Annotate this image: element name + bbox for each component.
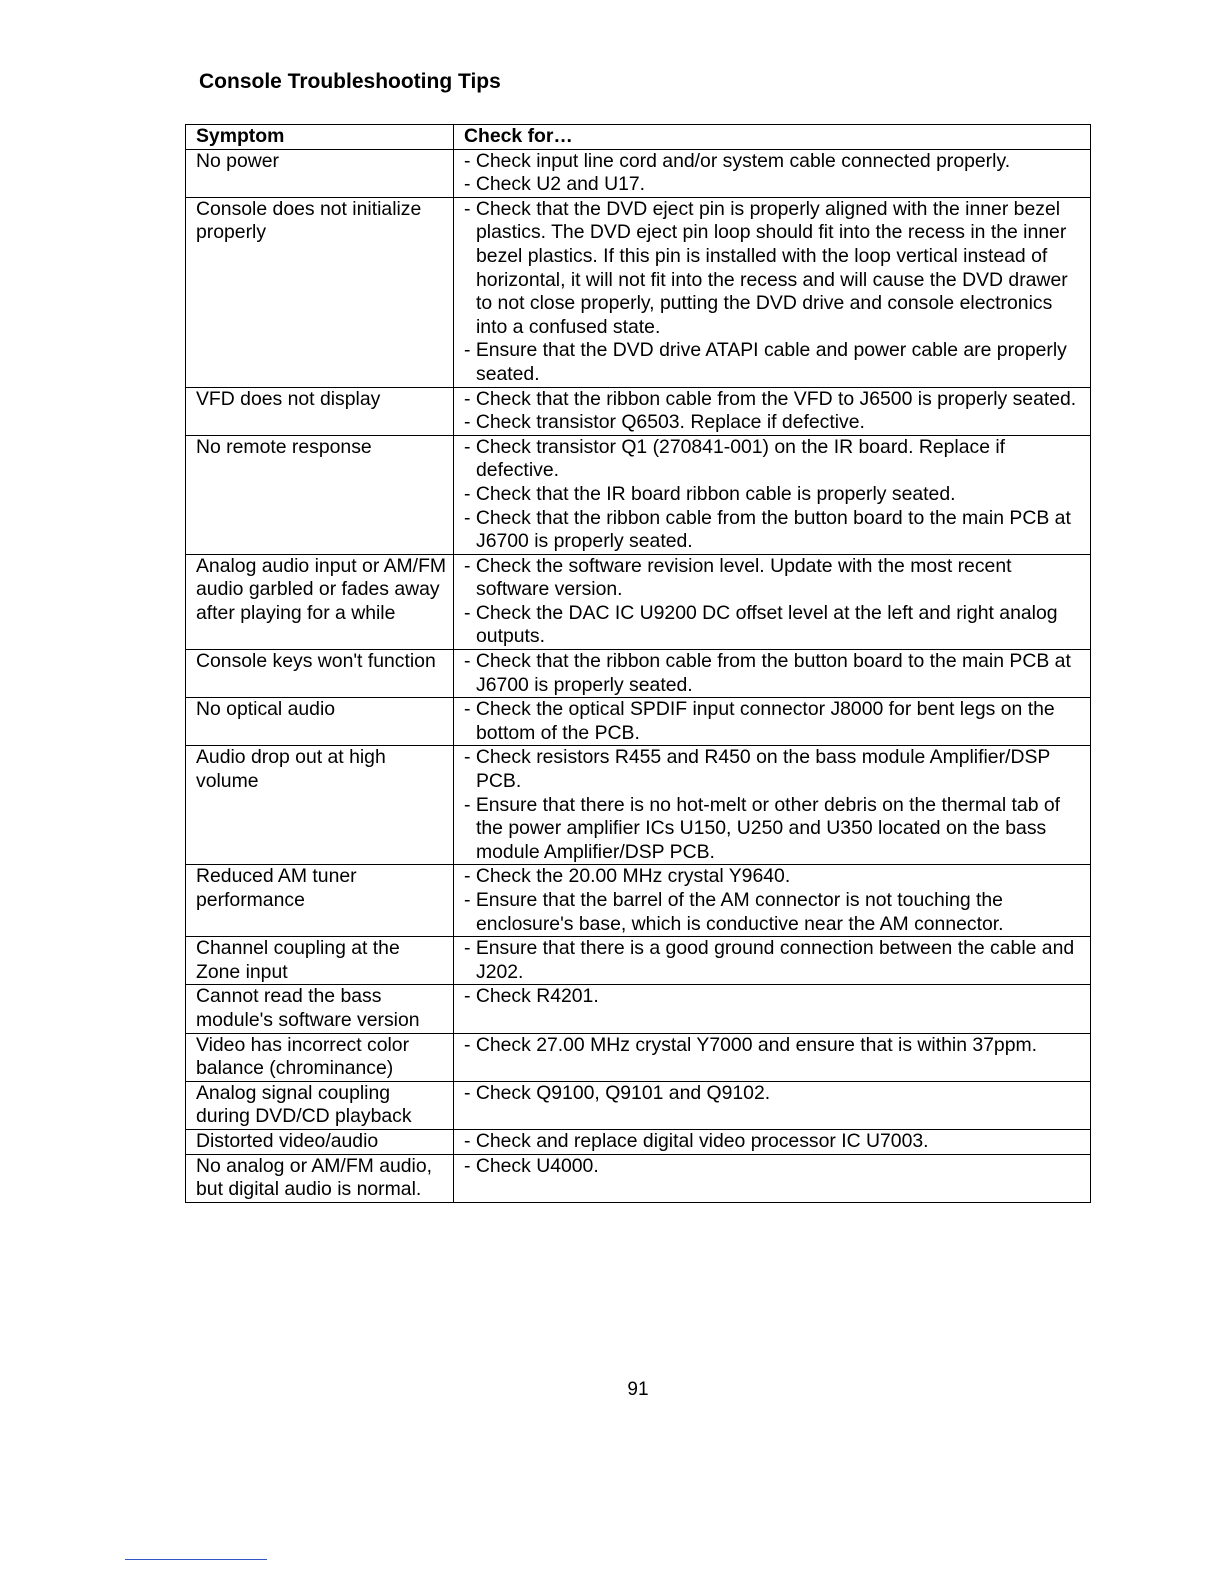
table-row: [186, 698, 1091, 746]
table-row: [186, 746, 1091, 865]
symptom-column-header: Symptom: [186, 125, 454, 150]
check-item: - Check transistor Q6503. Replace if defective.: [464, 411, 865, 434]
check-cell: [454, 865, 1091, 937]
table-row: [186, 387, 1091, 435]
table-row: [186, 1129, 1091, 1154]
table-row: [186, 650, 1091, 698]
check-list: [464, 198, 1086, 387]
symptom-cell: No optical audio: [186, 698, 454, 746]
symptom-cell: Analog audio input or AM/FM audio garbled or fades away after playing for a while: [186, 554, 454, 649]
check-cell: [454, 197, 1091, 387]
check-list: [464, 985, 1086, 1009]
table-row: [186, 937, 1091, 985]
check-cell: [454, 1081, 1091, 1129]
check-item: - Check that the ribbon cable from the VFD to J6500 is properly seated.: [464, 387, 1077, 410]
check-list: [464, 436, 1086, 554]
symptom-cell: Audio drop out at high volume: [186, 746, 454, 865]
table-header-row: [186, 125, 1091, 150]
check-cell: [454, 387, 1091, 435]
check-cell: [454, 746, 1091, 865]
table-body: [186, 149, 1091, 1202]
check-for-column-header: Check for…: [454, 125, 1091, 150]
symptom-cell: Cannot read the bass module's software version: [186, 985, 454, 1033]
check-item: - Ensure that the DVD drive ATAPI cable and power cable are properly seated.: [464, 339, 1067, 385]
check-item: - Check that the ribbon cable from the button board to the main PCB at J6700 is properly seated.: [464, 650, 1071, 696]
check-item: - Check U2 and U17.: [464, 173, 646, 196]
check-cell: [454, 554, 1091, 649]
check-item: - Ensure that there is no hot-melt or other debris on the thermal tab of the power amplifier ICs U150, U250 and U350 located on the bass module Amplifier/DSP PCB.: [464, 793, 1061, 863]
check-item: - Check input line cord and/or system cable connected properly.: [464, 149, 1011, 172]
symptom-cell: Channel coupling at the Zone input: [186, 937, 454, 985]
check-item: - Check Q9100, Q9101 and Q9102.: [464, 1081, 771, 1104]
table-row: [186, 1154, 1091, 1202]
check-item: - Check 27.00 MHz crystal Y7000 and ensure that is within 37ppm.: [464, 1033, 1038, 1056]
check-list: [464, 1155, 1086, 1179]
symptom-cell: No power: [186, 149, 454, 197]
check-list: [464, 698, 1086, 745]
check-item: - Check that the DVD eject pin is properly aligned with the inner bezel plastics. The DVD eject pin loop should fit into the recess in the inner bezel plastics. If this pin is installed with the loop vertical instead of horizontal, it will not fit into the recess and will cause the DVD drawer to not close properly, putting the DVD drive and console electronics into a confused state.: [464, 197, 1068, 338]
check-list: [464, 388, 1086, 435]
symptom-cell: Reduced AM tuner performance: [186, 865, 454, 937]
symptom-cell: Console keys won't function: [186, 650, 454, 698]
symptom-cell: Console does not initialize properly: [186, 197, 454, 387]
check-cell: [454, 149, 1091, 197]
check-cell: [454, 698, 1091, 746]
check-list: [464, 1082, 1086, 1106]
page-number: 91: [627, 1379, 649, 1400]
table-row: [186, 554, 1091, 649]
table-row: [186, 149, 1091, 197]
symptom-cell: VFD does not display: [186, 387, 454, 435]
check-list: [464, 555, 1086, 649]
table-row: [186, 197, 1091, 387]
check-item: - Check transistor Q1 (270841-001) on the IR board. Replace if defective.: [464, 435, 1006, 482]
check-cell: [454, 1033, 1091, 1081]
table-row: [186, 1033, 1091, 1081]
check-cell: [454, 1154, 1091, 1202]
check-item: - Check and replace digital video processor IC U7003.: [464, 1129, 929, 1152]
table-row: [186, 435, 1091, 554]
page-title: Console Troubleshooting Tips: [199, 70, 501, 93]
check-cell: [454, 937, 1091, 985]
check-list: [464, 937, 1086, 984]
symptom-cell: Distorted video/audio: [186, 1129, 454, 1154]
table-row: [186, 1081, 1091, 1129]
check-list: [464, 150, 1086, 197]
check-item: - Check that the IR board ribbon cable is properly seated.: [464, 482, 956, 505]
table-row: [186, 865, 1091, 937]
check-cell: [454, 985, 1091, 1033]
check-list: [464, 865, 1086, 936]
symptom-cell: No analog or AM/FM audio, but digital audio is normal.: [186, 1154, 454, 1202]
check-item: - Check R4201.: [464, 985, 599, 1008]
check-item: - Check U4000.: [464, 1154, 599, 1177]
check-cell: [454, 650, 1091, 698]
check-list: [464, 746, 1086, 864]
footnote-divider: [125, 1559, 267, 1560]
check-item: - Ensure that there is a good ground connection between the cable and J202.: [464, 937, 1075, 983]
check-list: [464, 1130, 1086, 1154]
check-item: - Check the 20.00 MHz crystal Y9640.: [464, 865, 791, 888]
check-item: - Check the DAC IC U9200 DC offset level at the left and right analog outputs.: [464, 601, 1058, 648]
check-cell: [454, 435, 1091, 554]
check-list: [464, 1034, 1086, 1058]
check-item: - Check that the ribbon cable from the button board to the main PCB at J6700 is properly seated.: [464, 506, 1071, 553]
check-cell: [454, 1129, 1091, 1154]
symptom-cell: No remote response: [186, 435, 454, 554]
troubleshooting-table: [185, 124, 1091, 1203]
table-row: [186, 985, 1091, 1033]
check-item: - Check resistors R455 and R450 on the bass module Amplifier/DSP PCB.: [464, 746, 1050, 793]
check-list: [464, 650, 1086, 697]
check-item: - Check the software revision level. Update with the most recent software version.: [464, 554, 1012, 601]
check-item: - Check the optical SPDIF input connector J8000 for bent legs on the bottom of the PCB.: [464, 698, 1055, 744]
symptom-cell: Analog signal coupling during DVD/CD playback: [186, 1081, 454, 1129]
symptom-cell: Video has incorrect color balance (chrominance): [186, 1033, 454, 1081]
check-item: - Ensure that the barrel of the AM connector is not touching the enclosure's base, which is conductive near the AM connector.: [464, 889, 1004, 935]
